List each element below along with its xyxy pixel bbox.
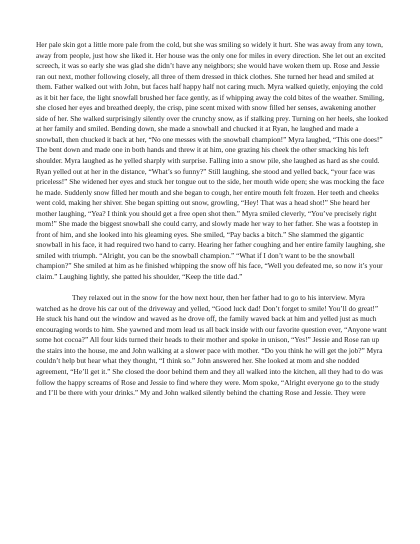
paragraph: Her pale skin got a little more pale from the cold, but she was smiling so widely it hurt. She was away from any town, away from people, just how she liked it. Her house was the only one for miles in every direction. She let out an excited screech, it was so early she was glad she didn’t have any neighbors; she would have woken them up. Rose and Jessie ran out next, mother following closely, all three of them dressed in thick clothes. She turned her head and smiled at them. Father walked out with John, but faces half happy half not caring much. Myra walked quietly, enjoying the cold as it bit her face, the light snowfall brushed her face gently, as if whipping away the cold bites of the weather. Smiling, she closed her eyes and breathed deeply, the crisp, pine scent mixed with snow filled her senses, awakening another side of her. She walked surprisingly silently over the crunchy snow, as if stalking prey. Turning on her heels, she looked at her family and smiled. Bending down, she made a snowball and chucked it at Ryan, he laughed and made a snowball, then chucked it back at her, “No one messes with the snowball champion!” Myra laughed, “This one does!” The bent down and made one in both hands and threw it at him, one grazing his cheek the other smacking his left shoulder. Myra laughed as he yelled sharply with surprise. Falling into a snow pile, she laughed as hard as she could. Ryan yelled out at her in the distance, “What’s so funny?” Still laughing, she stood and yelled back, “your face was priceless!” She widened her eyes and stuck her tongue out to the side, her mouth wide open; she was mocking the face he made. Suddenly snow filled her mouth and she began to cough, her entire mouth felt frozen. Her teeth and cheeks went cold, making her shiver. She began spitting out snow, growling, “Hey! That was a head shot!” She heard her mother laughing, “Yea? I think you should get a free open shot then.” Myra smiled cleverly, “You’ve precisely right mom!” She made the biggest snowball she could carry, and slowly made her way to her father. She was a footstep in front of him, and she looked into his gleaming eyes. She smiled, “Pay backs a bitch.” She slammed the gigantic snowball in his face, it had required two hand to carry. Hearing her father coughing and her entire family laughing, she smiled with triumph. “Alright, you can be the snowball champion.” “What if I don’t want to be the snowball champion?” She smiled at him as he finished whipping the snow off his face, “Well you defeated me, so now it’s your claim.” Laughing lightly, she patted his shoulder, “Keep the title dad.” (36, 40, 388, 282)
document-body (36, 40, 388, 399)
paragraph: They relaxed out in the snow for the how next hour, then her father had to go to his interview. Myra watched as he drove his car out of the driveway and yelled, “Good luck dad! Don’t forget to smile! You’ll do great!” He stuck his hand out the window and waved as he drove off, the family waved back at him and yelled just as much encouraging words to him. She yawned and mom lead us all back inside with our favorite question ever, “Anyone want some hot cocoa?” All four kids turned their heads to their mother and spoke in unison, “Yes!” Jessie and Rose ran up the stairs into the house, me and John walking at a slower pace with mother. “Do you think he will get the job?” Myra couldn’t help but hear what they thought, “I think so.” John answered her. She looked at mom and she nodded agreement, “He’ll get it.” She closed the door behind them and they all walked into the kitchen, all they had to do was follow the happy screams of Rose and Jessie to find where they were. Mom spoke, “Alright everyone go to the study and I’ll be there with your drinks.” My and John walked silently behind the chatting Rose and Jessie. They were (36, 293, 387, 398)
